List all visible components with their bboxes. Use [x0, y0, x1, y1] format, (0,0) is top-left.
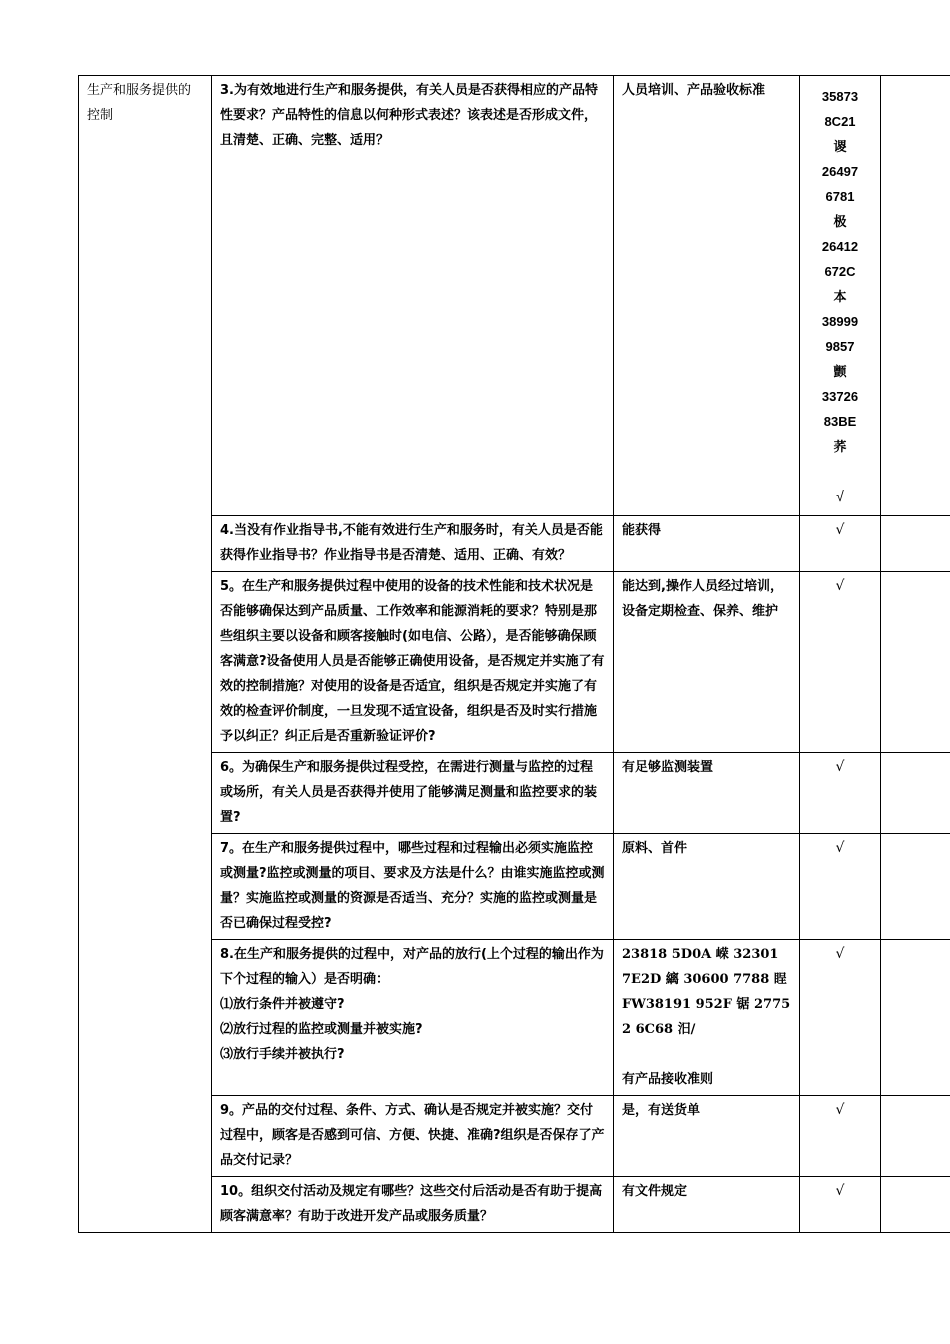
- check-cell: [800, 516, 881, 572]
- note-cell: [881, 1096, 950, 1177]
- evidence-text: 有产品接收准则: [622, 1072, 714, 1087]
- evidence-code: 23818 5D0A 嵘 32301 7E2D 縭 30600 7788 睈 FW38191 952F 锯 27752 6C68 汨/: [622, 947, 791, 1037]
- audit-item-text: 10。组织交付活动及规定有哪些？这些交付后活动是否有助于提高顾客满意率？有助于改进开发产品或服务质量？: [220, 1184, 603, 1224]
- code-line: 6781: [825, 189, 855, 204]
- code-line: 672C: [824, 264, 856, 279]
- process-area-cell: [79, 76, 212, 1233]
- note-cell: [881, 940, 950, 1096]
- process-area-label: 生产和服务提供的控制: [87, 83, 192, 123]
- audit-item-text: 6。为确保生产和服务提供过程受控，在需进行测量与监控的过程或场所，有关人员是否获得并使用了能够满足测量和监控要求的装置?: [220, 760, 598, 825]
- audit-item-cell: [212, 1096, 614, 1177]
- check-cell: [800, 572, 881, 753]
- checkmark-icon: √: [835, 522, 845, 538]
- evidence-cell: [614, 516, 800, 572]
- evidence-cell: [614, 572, 800, 753]
- code-line: 83BE: [823, 414, 857, 429]
- code-line: 26497: [821, 164, 859, 179]
- evidence-text: 原料、首件: [622, 841, 688, 856]
- evidence-text: 人员培训、产品验收标准: [622, 83, 766, 98]
- audit-item-cell: [212, 940, 614, 1096]
- evidence-cell: [614, 834, 800, 940]
- audit-item-cell: [212, 1177, 614, 1233]
- check-cell: [800, 753, 881, 834]
- audit-subitem: ⑶放行手续并被执行?: [220, 1047, 345, 1062]
- evidence-cell: [614, 940, 800, 1096]
- evidence-cell: [614, 76, 800, 516]
- code-line: 极: [833, 214, 847, 229]
- code-line: 8C21: [824, 114, 856, 129]
- code-line: 颤: [833, 364, 847, 379]
- audit-item-text: 4.当没有作业指导书,不能有效进行生产和服务时，有关人员是否能获得作业指导书？作业指导书是否清楚、适用、正确、有效？: [220, 523, 603, 563]
- code-line: 26412: [821, 239, 859, 254]
- code-line: 33726: [821, 389, 859, 404]
- checkmark-icon: √: [835, 946, 845, 962]
- audit-checklist-table: [78, 75, 950, 1233]
- evidence-text: 能获得: [622, 523, 662, 538]
- audit-subitem: ⑴放行条件并被遵守?: [220, 997, 345, 1012]
- check-cell: [800, 1096, 881, 1177]
- evidence-text: 能达到,操作人员经过培训，设备定期检查、保养、维护: [622, 579, 783, 619]
- audit-item-cell: [212, 572, 614, 753]
- audit-item-text: 9。产品的交付过程、条件、方式、确认是否规定并被实施？交付过程中，顾客是否感到可信、方便、快捷、准确?组织是否保存了产品交付记录？: [220, 1103, 605, 1168]
- audit-item-text: 3.为有效地进行生产和服务提供，有关人员是否获得相应的产品特性要求？产品特性的信息以何种形式表述？该表述是否形成文件，且清楚、正确、完整、适用？: [220, 83, 598, 148]
- checkmark-icon: √: [835, 1102, 845, 1118]
- evidence-cell: [614, 1177, 800, 1233]
- audit-item-cell: [212, 834, 614, 940]
- note-cell: [881, 572, 950, 753]
- table-row: [79, 76, 950, 516]
- checkmark-icon: √: [835, 759, 845, 775]
- checkmark-icon: √: [836, 488, 844, 504]
- checkmark-icon: √: [835, 1183, 845, 1199]
- check-cell: [800, 834, 881, 940]
- code-annotation: [808, 78, 872, 509]
- audit-subitem: ⑵放行过程的监控或测量并被实施?: [220, 1022, 423, 1037]
- note-cell: [881, 834, 950, 940]
- audit-item-cell: [212, 753, 614, 834]
- note-cell: [881, 753, 950, 834]
- check-cell: [800, 1177, 881, 1233]
- note-cell: [881, 516, 950, 572]
- checkmark-icon: √: [835, 578, 845, 594]
- evidence-cell: [614, 1096, 800, 1177]
- evidence-text: 有文件规定: [622, 1184, 688, 1199]
- code-line: 9857: [825, 339, 855, 354]
- code-line: 35873: [821, 89, 859, 104]
- code-line: 本: [833, 289, 847, 304]
- code-line: 谡: [833, 139, 847, 154]
- evidence-text: 有足够监测装置: [622, 760, 714, 775]
- code-line: 荞: [833, 439, 847, 454]
- audit-item-cell: [212, 76, 614, 516]
- evidence-cell: [614, 753, 800, 834]
- audit-item-text: 8.在生产和服务提供的过程中，对产品的放行(上个过程的输出作为下个过程的输入）是否明确：: [220, 947, 604, 987]
- checkmark-icon: √: [835, 840, 845, 856]
- check-cell: [800, 940, 881, 1096]
- audit-item-text: 5。在生产和服务提供过程中使用的设备的技术性能和技术状况是否能够确保达到产品质量、工作效率和能源消耗的要求？特别是那些组织主要以设备和顾客接触时(如电信、公路），是否能够确保顾客满意?设备使用人员是否能够正确使用设备，是否规定并实施了有效的控制措施？对使用的设备是否适宜，组织是否规定并实施了有效的检查评价制度，一旦发现不适宜设备，组织是否及时实行措施予以纠正？纠正后是否重新验证评价?: [220, 579, 605, 744]
- audit-item-text: 7。在生产和服务提供过程中，哪些过程和过程输出必须实施监控或测量?监控或测量的项目、要求及方法是什么？由谁实施监控或测量？实施监控或测量的资源是否适当、充分？实施的监控或测量是否已确保过程受控?: [220, 841, 605, 931]
- evidence-text: 是，有送货单: [622, 1103, 701, 1118]
- code-line: 38999: [821, 314, 859, 329]
- check-cell: [800, 76, 881, 516]
- audit-item-cell: [212, 516, 614, 572]
- note-cell: [881, 1177, 950, 1233]
- note-cell: [881, 76, 950, 516]
